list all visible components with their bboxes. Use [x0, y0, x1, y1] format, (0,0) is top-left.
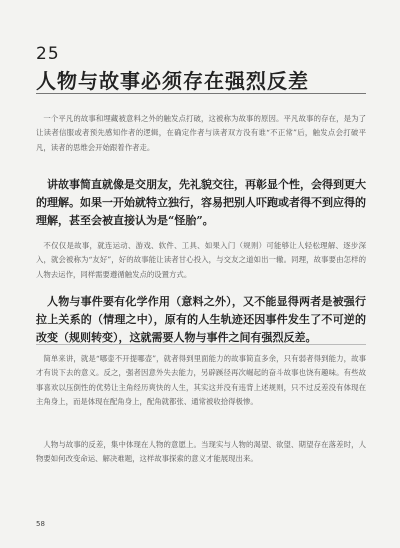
body-paragraph-1: 一个平凡的故事和埋藏被意料之外的触发点打破，这被称为故事的原因。平凡故事的存在，是为了让读者信服或者预先感知作者的逻辑，在确定作者与读者双方没有谁“不正常”后，触发点会打破平凡，读者的思维会开始跟着作者走。	[36, 114, 366, 152]
body-paragraph-4: 人物与故事的反差，集中体现在人物的意愿上。当现实与人物的渴望、欲望、期望存在落差时，人物要如何改变命运、解决难题，这样故事探索的意义才能展现出来。	[36, 440, 366, 464]
title-divider	[36, 93, 366, 94]
chapter-number: 25	[36, 44, 60, 64]
chapter-title: 人物与故事必须存在强烈反差	[36, 69, 309, 93]
body-paragraph-3: 简单来讲，就是“哪壶不开提哪壶”，就者得到里面能力的故事简直多余，只有弱者得到能力，故事才有说下去的意义。反之，强者因意外失去能力，另辟蹊径再次崛起的奋斗故事也饶有趣味。有些故事喜欢以压倒性的优势让主角经历爽快的人生，其实这并没有违背上述规则，只不过反差没有体现在主角身上，而是体现在配角身上，配角就都张、通常被收拾得极惨。	[36, 354, 366, 407]
page-number: 58	[36, 520, 45, 528]
section-divider	[36, 344, 366, 345]
pull-quote-1: 讲故事简直就像是交朋友，先礼貌交往，再彰显个性，会得到更大的理解。如果一开始就特立独行，容易把别人吓跑或者得不到应得的理解，甚至会被直接认为是“怪胎”。	[36, 178, 366, 227]
pull-quote-2: 人物与事件要有化学作用（意料之外），又不能显得两者是被强行拉上关系的（情理之中），原有的人生轨迹还因事件发生了不可逆的改变（规则转变），这就需要人物与事件之间有强烈反差。	[36, 295, 366, 344]
body-paragraph-2: 不仅仅是故事，就连运动、游戏、软件、工具、如果入门（规则）可能够让人轻松理解、逐步深入，就会被称为“友好”，好的故事能让读者甘心投入，与交友之道如出一辙。同理，故事要由怎样的人物去运作，同样需要遵循触发点的设置方式。	[36, 241, 366, 279]
